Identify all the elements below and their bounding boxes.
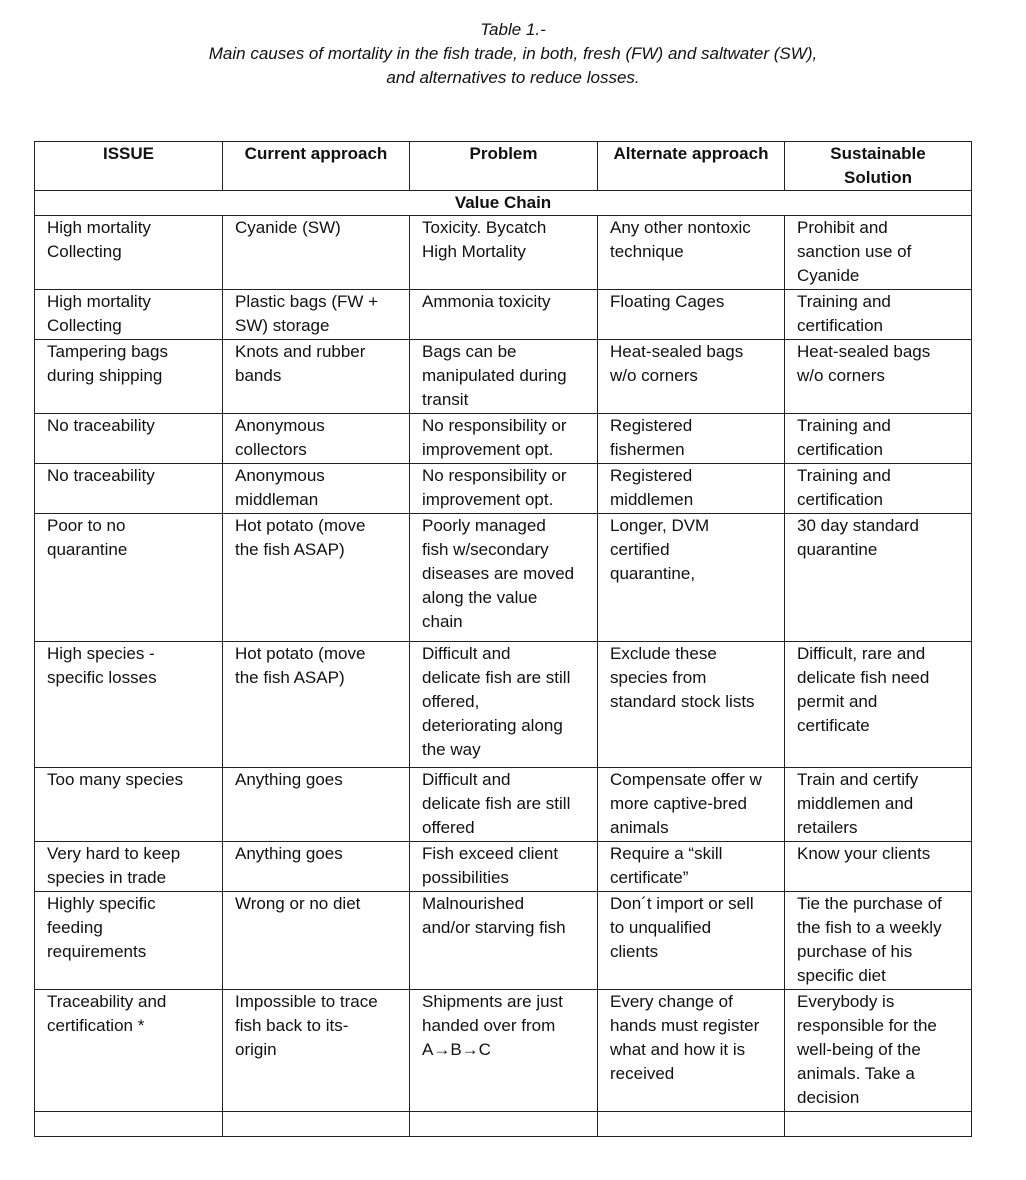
problem-cell: Shipments are just handed over from A→B→C <box>410 990 598 1112</box>
table-row <box>35 842 972 892</box>
alternate-approach-cell: Don´t import or sell to unqualified clients <box>598 892 785 990</box>
current-approach-cell: Anonymous middleman <box>223 464 410 514</box>
sustainable-solution-cell: Training and certification <box>785 464 972 514</box>
sustainable-solution-cell: Train and certify middlemen and retailers <box>785 768 972 842</box>
problem-cell: Malnourished and/or starving fish <box>410 892 598 990</box>
alternate-approach-cell: Floating Cages <box>598 290 785 340</box>
sustainable-solution-cell: Tie the purchase of the fish to a weekly purchase of his specific diet <box>785 892 972 990</box>
current-approach-cell: Wrong or no diet <box>223 892 410 990</box>
empty-cell <box>35 1112 223 1137</box>
alternate-approach-cell: Heat-sealed bags w/o corners <box>598 340 785 414</box>
sustainable-solution-cell: Training and certification <box>785 414 972 464</box>
empty-row <box>35 1112 972 1137</box>
table-row <box>35 642 972 768</box>
header-row <box>35 142 972 191</box>
empty-cell <box>223 1112 410 1137</box>
sustainable-solution-cell: Training and certification <box>785 290 972 340</box>
sustainable-solution-cell: Heat-sealed bags w/o corners <box>785 340 972 414</box>
caption-line-1: Main causes of mortality in the fish trade, in both, fresh (FW) and saltwater (SW), <box>208 44 818 63</box>
table-row <box>35 216 972 290</box>
sustainable-solution-cell: Know your clients <box>785 842 972 892</box>
problem-cell: Poorly managed fish w/secondary diseases are moved along the value chain <box>410 514 598 642</box>
issue-cell: High mortality Collecting <box>35 216 223 290</box>
problem-cell: Bags can be manipulated during transit <box>410 340 598 414</box>
alternate-approach-cell: Any other nontoxic technique <box>598 216 785 290</box>
current-approach-cell: Anonymous collectors <box>223 414 410 464</box>
empty-cell <box>598 1112 785 1137</box>
current-approach-cell: Plastic bags (FW + SW) storage <box>223 290 410 340</box>
table-caption <box>0 18 1026 90</box>
issue-cell: High species - specific losses <box>35 642 223 768</box>
issue-cell: Too many species <box>35 768 223 842</box>
alternate-approach-cell: Longer, DVM certified quarantine, <box>598 514 785 642</box>
issue-cell: Traceability and certification * <box>35 990 223 1112</box>
sustainable-solution-cell: Everybody is responsible for the well-being of the animals. Take a decision <box>785 990 972 1112</box>
current-approach-cell: Hot potato (move the fish ASAP) <box>223 642 410 768</box>
problem-cell: Ammonia toxicity <box>410 290 598 340</box>
sustainable-solution-cell: 30 day standard quarantine <box>785 514 972 642</box>
sustainable-solution-cell: Difficult, rare and delicate fish need permit and certificate <box>785 642 972 768</box>
alternate-approach-cell: Registered fishermen <box>598 414 785 464</box>
current-approach-cell: Knots and rubber bands <box>223 340 410 414</box>
header-issue: ISSUE <box>35 142 223 191</box>
current-approach-cell: Cyanide (SW) <box>223 216 410 290</box>
current-approach-cell: Impossible to trace fish back to its- origin <box>223 990 410 1112</box>
problem-cell: No responsibility or improvement opt. <box>410 464 598 514</box>
header-alternate-approach: Alternate approach <box>598 142 785 191</box>
current-approach-cell: Hot potato (move the fish ASAP) <box>223 514 410 642</box>
section-row <box>35 191 972 216</box>
caption-title: Table 1.- <box>480 20 546 39</box>
header-current-approach: Current approach <box>223 142 410 191</box>
current-approach-cell: Anything goes <box>223 768 410 842</box>
table-row <box>35 892 972 990</box>
table-row <box>35 514 972 642</box>
alternate-approach-cell: Exclude these species from standard stock lists <box>598 642 785 768</box>
problem-cell: Toxicity. Bycatch High Mortality <box>410 216 598 290</box>
table-row <box>35 990 972 1112</box>
problem-cell: Fish exceed client possibilities <box>410 842 598 892</box>
empty-cell <box>785 1112 972 1137</box>
problem-cell: Difficult and delicate fish are still offered, deteriorating along the way <box>410 642 598 768</box>
mortality-table <box>34 141 972 1137</box>
caption-line-2: and alternatives to reduce losses. <box>386 68 640 87</box>
current-approach-cell: Anything goes <box>223 842 410 892</box>
table-row <box>35 340 972 414</box>
table-row <box>35 414 972 464</box>
problem-cell: No responsibility or improvement opt. <box>410 414 598 464</box>
sustainable-solution-cell: Prohibit and sanction use of Cyanide <box>785 216 972 290</box>
table-row <box>35 290 972 340</box>
header-problem: Problem <box>410 142 598 191</box>
issue-cell: High mortality Collecting <box>35 290 223 340</box>
table-row <box>35 464 972 514</box>
issue-cell: Poor to no quarantine <box>35 514 223 642</box>
header-sustainable-solution: Sustainable Solution <box>785 142 972 191</box>
alternate-approach-cell: Every change of hands must register what and how it is received <box>598 990 785 1112</box>
issue-cell: Tampering bags during shipping <box>35 340 223 414</box>
alternate-approach-cell: Require a “skill certificate” <box>598 842 785 892</box>
empty-cell <box>410 1112 598 1137</box>
issue-cell: No traceability <box>35 414 223 464</box>
problem-cell: Difficult and delicate fish are still offered <box>410 768 598 842</box>
issue-cell: Very hard to keep species in trade <box>35 842 223 892</box>
issue-cell: No traceability <box>35 464 223 514</box>
section-value-chain: Value Chain <box>35 191 972 216</box>
table-row <box>35 768 972 842</box>
alternate-approach-cell: Registered middlemen <box>598 464 785 514</box>
alternate-approach-cell: Compensate offer w more captive-bred animals <box>598 768 785 842</box>
issue-cell: Highly specific feeding requirements <box>35 892 223 990</box>
